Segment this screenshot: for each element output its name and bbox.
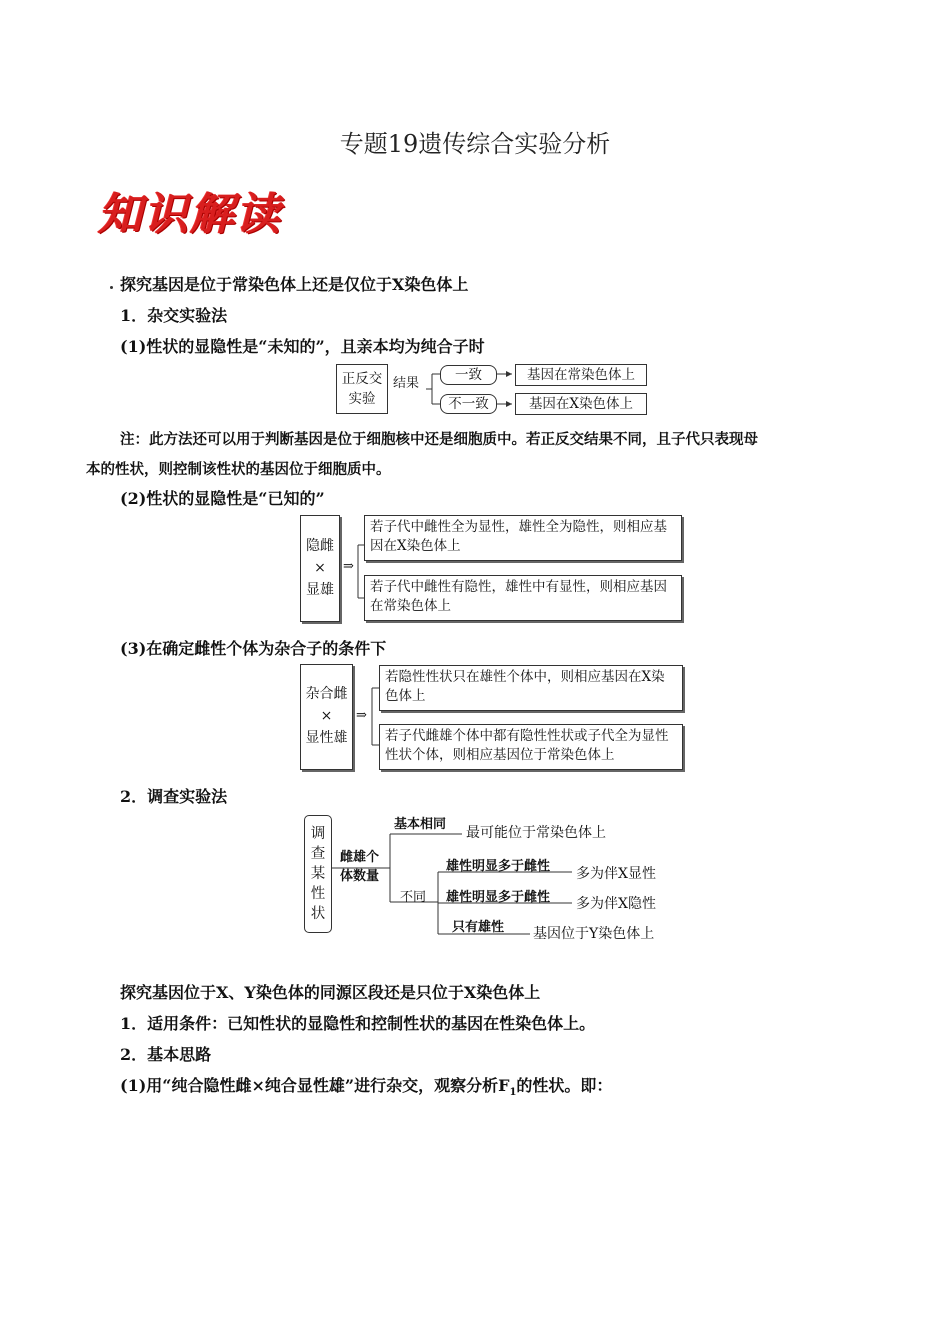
case3-result2-box: 若子代雌雄个体中都有隐性性状或子代全为显性性状个体，则相应基因位于常染色体上 [379, 724, 683, 770]
autosome-likely-result: 最可能位于常染色体上 [466, 825, 606, 841]
case2-heading: (2)性状的显隐性是“已知的” [120, 489, 325, 508]
implies-arrow: ⇒ [356, 708, 367, 723]
note-line2: 本的性状，则控制该性状的基因位于细胞质中。 [86, 461, 391, 478]
case3-heading: (3)在确定雌性个体为杂合子的条件下 [120, 639, 387, 658]
section2-heading: 探究基因位于X、Y染色体的同源区段还是只位于X染色体上 [120, 983, 541, 1002]
autosome-result-box: 基因在常染色体上 [515, 364, 647, 386]
x-recessive-result: 多为伴X隐性 [576, 896, 656, 912]
section-banner: 知识解读 [98, 189, 282, 240]
left-line1: 杂合雌 [305, 686, 348, 702]
case2-result1-box: 若子代中雌性全为显性，雄性全为隐性，则相应基因在X染色体上 [364, 515, 682, 561]
step1-text: (1)用“纯合隐性雌×纯合显性雄”进行杂交，观察分析F [120, 1076, 510, 1095]
case1-heading: (1)性状的显隐性是“未知的”，且亲本均为纯合子时 [120, 337, 485, 356]
branch3-label: 只有雄性 [452, 920, 505, 935]
bullet-dot [110, 286, 113, 289]
outcome-same-box: 一致 [440, 365, 497, 385]
outcome-diff-box: 不一致 [440, 394, 497, 414]
case2-result2-box: 若子代中雌性有隐性，雄性中有显性，则相应基因在常染色体上 [364, 575, 682, 621]
different-label: 不同 [400, 890, 427, 905]
step1-text-end: 的性状。即： [516, 1076, 613, 1095]
survey-char-1: 调 [310, 826, 326, 842]
section1-heading: 探究基因是位于常染色体上还是仅位于X染色体上 [120, 275, 469, 294]
left-line3: 显雄 [306, 582, 334, 598]
survey-char-3: 某 [310, 866, 326, 882]
section2-condition: 1．适用条件：已知性状的显隐性和控制性状的基因在性染色体上。 [120, 1014, 596, 1033]
survey-char-4: 性 [310, 886, 326, 902]
left-line3: 显性雄 [305, 730, 348, 746]
heterozygous-female-cross-box [300, 664, 353, 770]
left-line2: × [314, 560, 326, 576]
note-line1: 注：此方法还可以用于判断基因是位于细胞核中还是细胞质中。若正反交结果不同，且子代只表现母 [120, 431, 758, 448]
f1-subscript: 1 [509, 1087, 517, 1099]
y-chromosome-result: 基因位于Y染色体上 [533, 926, 655, 942]
section2-approach-heading: 2．基本思路 [120, 1045, 212, 1064]
section2-step1 [120, 1073, 612, 1098]
x-dominant-result: 多为伴X显性 [576, 866, 656, 882]
survey-char-5: 状 [310, 906, 326, 922]
left-line2: × [320, 708, 333, 724]
male-female-count-label: 雌雄个体数量 [340, 850, 380, 884]
x-chromosome-result-box: 基因在X染色体上 [515, 393, 647, 415]
branch2-label: 雄性明显多于雌性 [446, 890, 551, 905]
basic-same-label: 基本相同 [394, 817, 447, 832]
method2-heading: 2．调查实验法 [120, 787, 228, 806]
page-title: 专题19遗传综合实验分析 [339, 130, 611, 158]
survey-char-2: 查 [310, 846, 326, 862]
left-line1: 隐雌 [306, 538, 334, 554]
method1-heading: 1．杂交实验法 [120, 306, 228, 325]
result-label: 结果 [393, 376, 420, 391]
case3-result1-box: 若隐性性状只在雄性个体中，则相应基因在X染色体上 [379, 665, 683, 711]
implies-arrow: ⇒ [343, 559, 354, 574]
branch1-label: 雄性明显多于雌性 [446, 859, 551, 874]
reciprocal-cross-box: 正反交实验 [336, 364, 388, 414]
survey-trait-box [304, 815, 332, 933]
recessive-female-cross-box [300, 515, 340, 622]
